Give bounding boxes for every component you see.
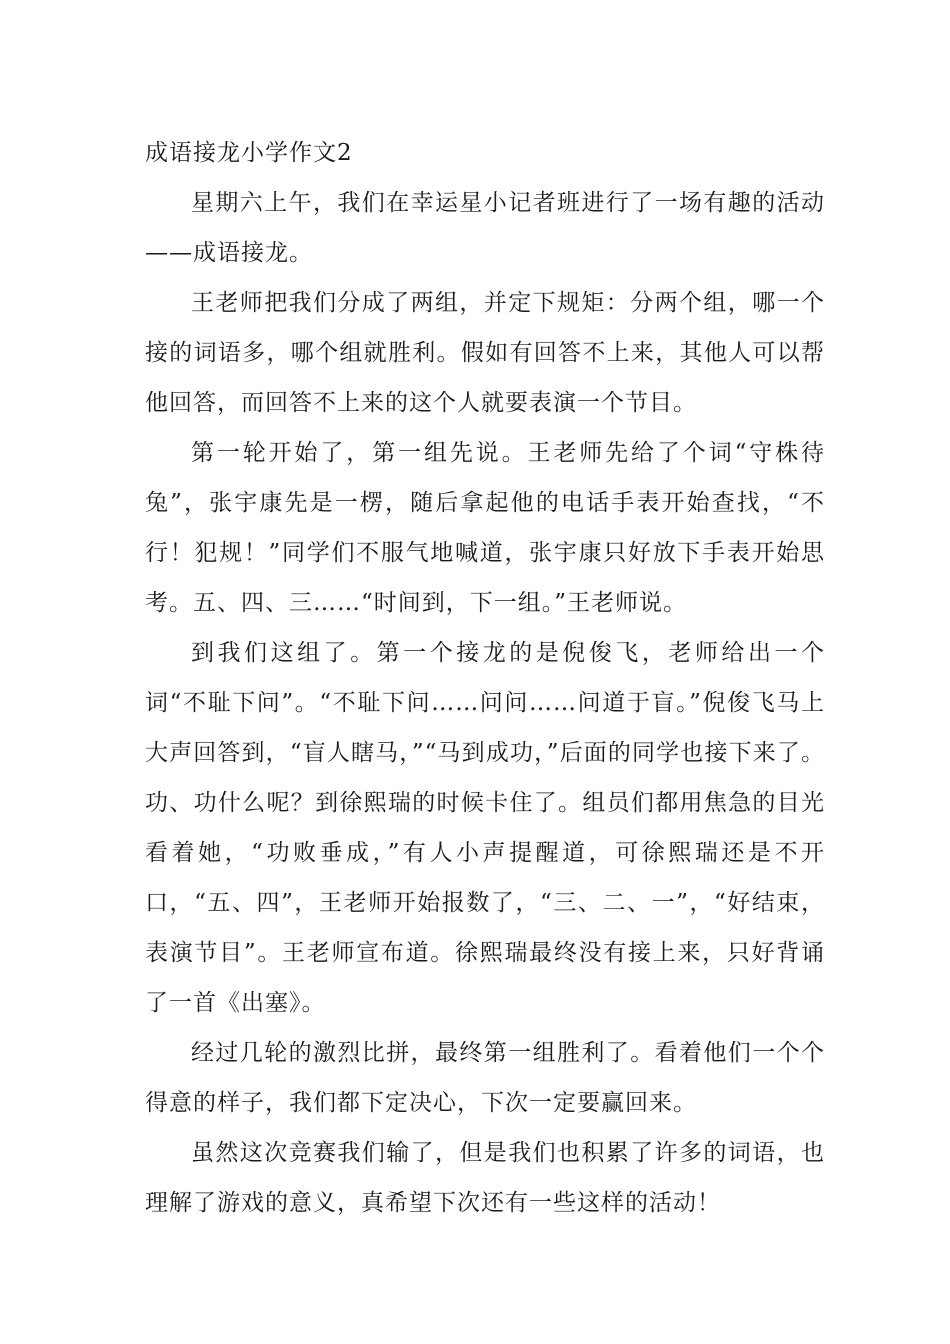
paragraph-4: 到我们这组了。第一个接龙的是倪俊飞，老师给出一个词“不耻下问”。“不耻下问……问问……问道于盲。”倪俊飞马上大声回答到，“盲人瞎马，”“马到成功，”后面的同学也接下来了。功、功什么呢？到徐熙瑞的时候卡住了。组员们都用焦急的目光看着她，“功败垂成，”有人小声提醒道，可徐熙瑞还是不开口，“五、四”，王老师开始报数了，“三、二、一”，“好结束，表演节目”。王老师宣布道。徐熙瑞最终没有接上来，只好背诵了一首《出塞》。 xyxy=(145,640,825,1016)
paragraph-1: 星期六上午，我们在幸运星小记者班进行了一场有趣的活动——成语接龙。 xyxy=(145,190,825,266)
document-body xyxy=(145,128,825,1228)
document-title: 成语接龙小学作文2 xyxy=(145,140,353,166)
paragraph-6: 虽然这次竞赛我们输了，但是我们也积累了许多的词语，也理解了游戏的意义，真希望下次还有一些这样的活动！ xyxy=(145,1140,825,1216)
paragraph-3: 第一轮开始了，第一组先说。王老师先给了个词“守株待兔”，张宇康先是一楞，随后拿起他的电话手表开始查找，“不行！犯规！”同学们不服气地喊道，张宇康只好放下手表开始思考。五、四、三……“时间到，下一组。”王老师说。 xyxy=(145,440,825,616)
paragraph-5: 经过几轮的激烈比拼，最终第一组胜利了。看着他们一个个得意的样子，我们都下定决心，下次一定要赢回来。 xyxy=(145,1040,825,1116)
paragraph-2: 王老师把我们分成了两组，并定下规矩：分两个组，哪一个接的词语多，哪个组就胜利。假如有回答不上来，其他人可以帮他回答，而回答不上来的这个人就要表演一个节目。 xyxy=(145,290,825,416)
